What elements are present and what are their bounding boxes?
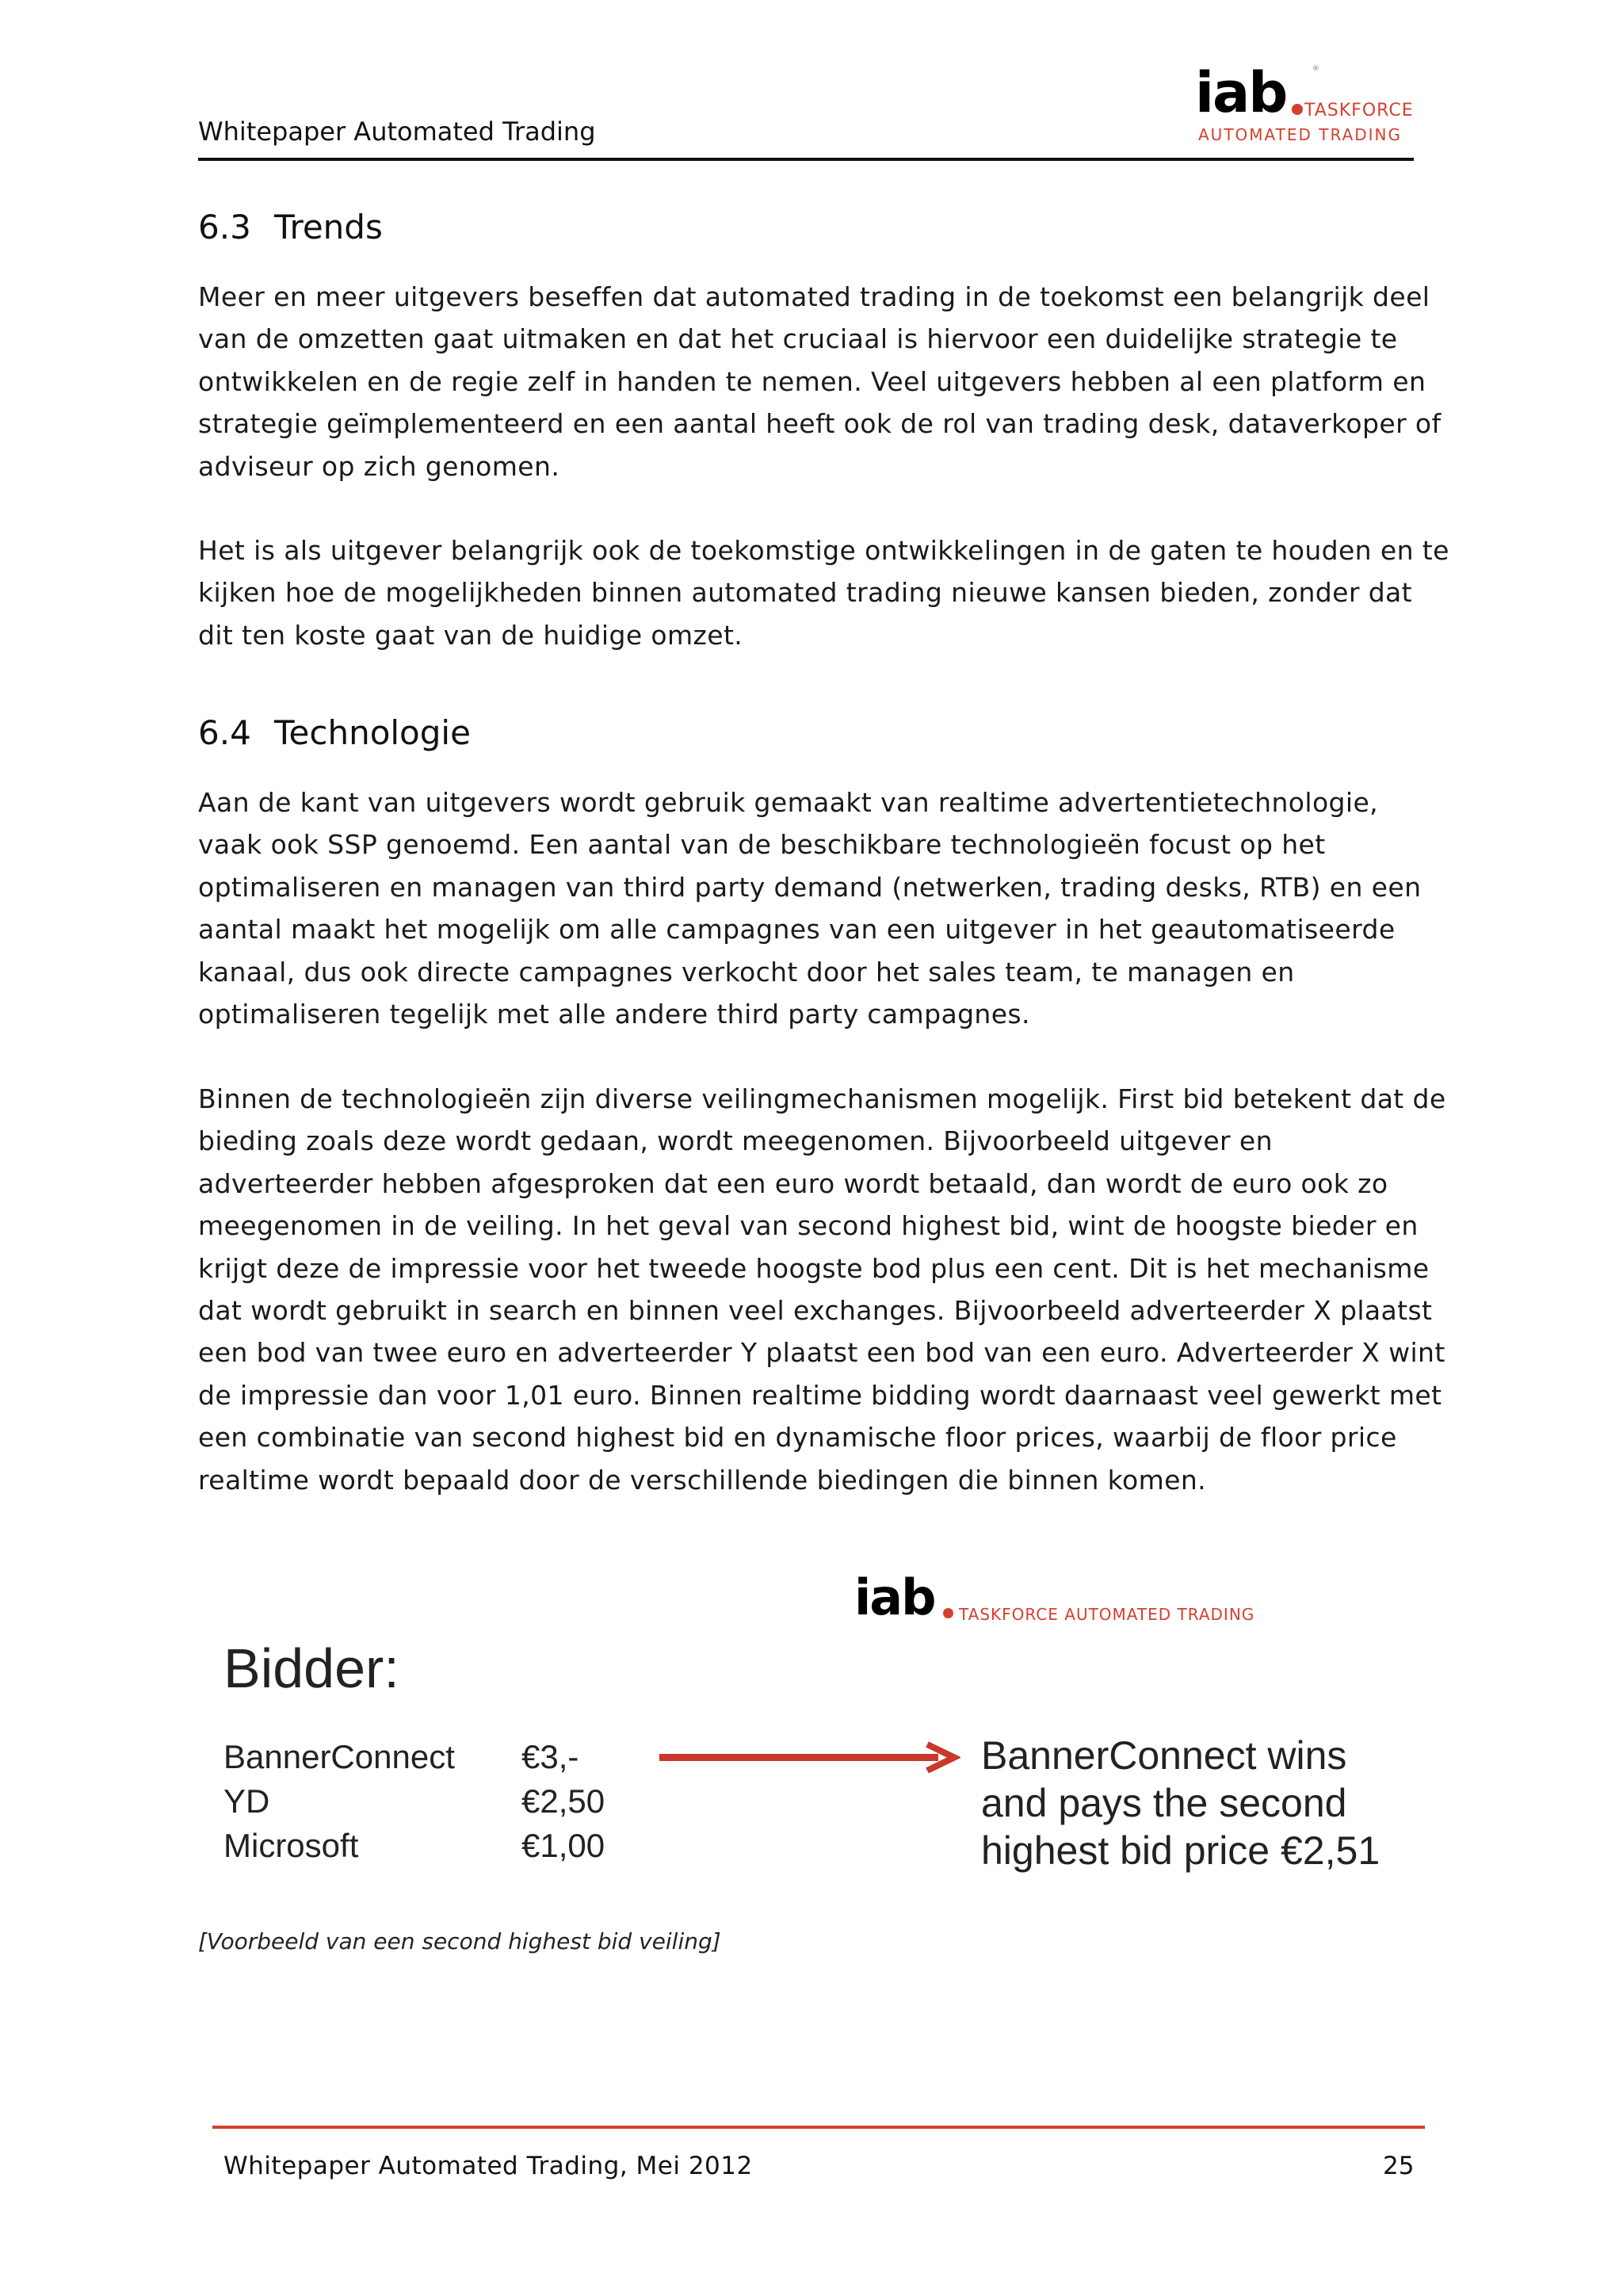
footer-divider [212, 2126, 1425, 2129]
footer-text: Whitepaper Automated Trading, Mei 2012 [223, 2152, 753, 2180]
result-line: BannerConnect wins [981, 1733, 1347, 1778]
arrow-right-icon [659, 1741, 960, 1773]
bid-price: €1,00 [521, 1827, 605, 1864]
logo-tagline-2: AUTOMATED TRADING [1198, 125, 1403, 144]
paragraph: Meer en meer uitgevers beseffen dat automated trading in de toekomst een belangrijk deel van de omzetten gaat uitmaken en dat het cruciaal is hiervoor een duidelijke strategie te ontwikkelen en de regie zelf in handen te nemen. Veel uitgevers hebben al een platform en strategie geïmplementeerd en een aantal heeft ook de rol van trading desk, dataverkoper of adviseur op zich genomen. [198, 281, 1442, 482]
paragraph: Binnen de technologieën zijn diverse veilingmechanismen mogelijk. First bid betekent dat de bieding zoals deze wordt gedaan, wordt meegenomen. Bijvoorbeeld uitgever en adverteerder hebben afgesproken dat een euro wordt betaald, dan wordt de euro ook zo meegenomen in de veiling. In het geval van second highest bid, wint de hoogste bieder en krijgt deze de impressie voor het tweede hoogste bod plus een cent. Dit is het mechanisme dat wordt gebruikt in search en binnen veel exchanges. Bijvoorbeeld adverteerder X plaatst een bod van twee euro en adverteerder Y plaatst een bod van een euro. Adverteerder X wint de impressie dan voor 1,01 euro. Binnen realtime bidding wordt daarnaast veel gewerkt met een combinatie van second highest bid en dynamische floor prices, waarbij de floor price realtime wordt bepaald door de verschillende biedingen die binnen komen. [198, 1083, 1446, 1496]
logo-trademark: ® [1312, 65, 1319, 73]
result-line: and pays the second [981, 1781, 1347, 1825]
section-title: Technologie [274, 713, 471, 752]
figure-iab-logo [854, 1568, 1298, 1629]
bidder-title: Bidder: [223, 1637, 399, 1699]
logo-wordmark: iab [854, 1568, 935, 1626]
logo-tagline-1: TASKFORCE [1304, 101, 1414, 120]
figure-caption: [Voorbeeld van een second highest bid veiling] [198, 1928, 721, 1954]
paragraph: Het is als uitgever belangrijk ook de toekomstige ontwikkelingen in de gaten te houden en te kijken hoe de mogelijkheden binnen automated trading nieuwe kansen bieden, zonder dat dit ten koste gaat van de huidige omzet. [198, 535, 1449, 651]
section-number: 6.4 [198, 713, 251, 752]
logo-dot-icon [943, 1608, 953, 1618]
header-divider [198, 158, 1414, 161]
logo-tagline: TASKFORCE AUTOMATED TRADING [959, 1605, 1255, 1624]
section-number: 6.3 [198, 208, 251, 246]
logo-dot-icon [1292, 104, 1303, 115]
page-number: 25 [1383, 2152, 1415, 2180]
bidder-name: YD [223, 1782, 270, 1820]
section-heading-trends [198, 208, 383, 246]
bid-price: €2,50 [521, 1782, 605, 1820]
bidder-name: BannerConnect [223, 1738, 455, 1775]
section-title: Trends [274, 208, 383, 246]
logo-wordmark: iab [1195, 60, 1287, 125]
paragraph: Aan de kant van uitgevers wordt gebruik gemaakt van realtime advertentietechnologie, vaak ook SSP genoemd. Een aantal van de beschikbare technologieën focust op het optimaliseren en managen van third party demand (netwerken, trading desks, RTB) en een aantal maakt het mogelijk om alle campagnes van een uitgever in het geautomatiseerde kanaal, dus ook directe campagnes verkocht door het sales team, te managen en optimaliseren tegelijk met alle andere third party campagnes. [198, 787, 1422, 1030]
bidder-name: Microsoft [223, 1827, 359, 1864]
document-title: Whitepaper Automated Trading [198, 117, 596, 147]
section-heading-technologie [198, 713, 471, 752]
result-line: highest bid price €2,51 [981, 1828, 1381, 1873]
bid-price: €3,- [521, 1738, 579, 1775]
iab-logo [1195, 60, 1417, 152]
